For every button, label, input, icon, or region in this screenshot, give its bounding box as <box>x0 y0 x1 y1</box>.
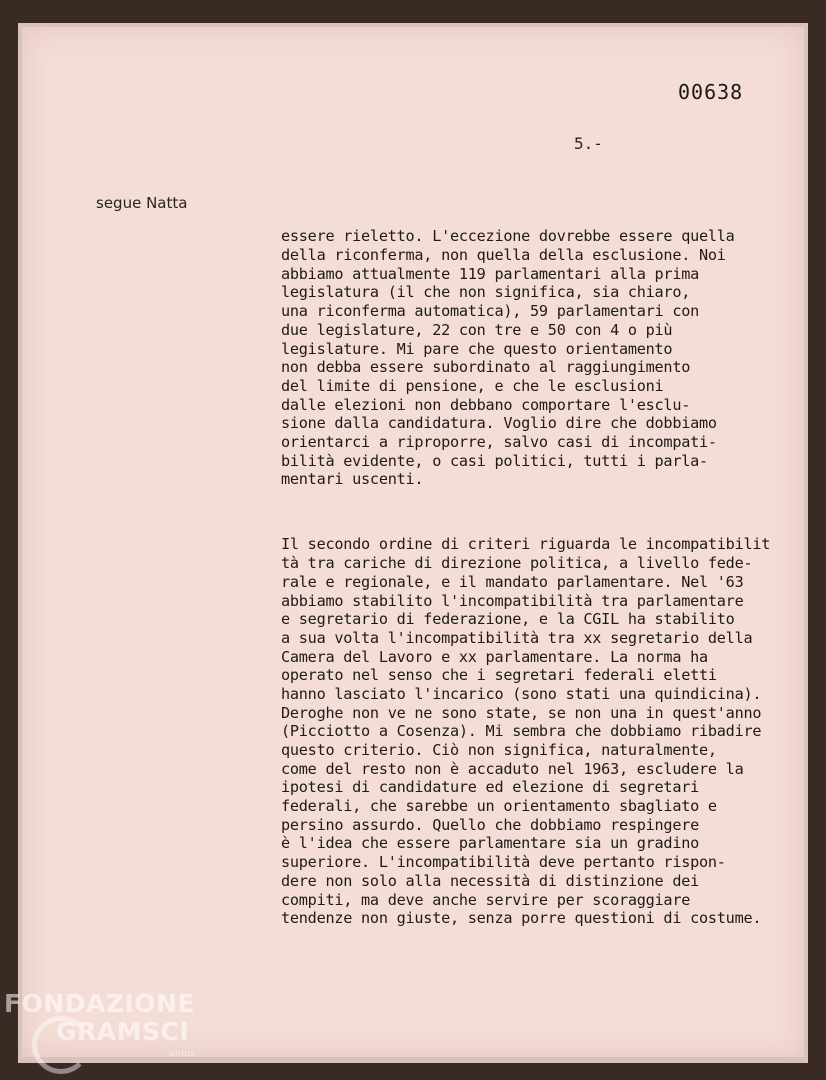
text-line: della riconferma, non quella della esclusione. Noi <box>281 246 726 265</box>
text-line: dalle elezioni non debbano comportare l'esclu- <box>281 395 691 414</box>
watermark-line2: GRAMSCI <box>56 1017 190 1046</box>
text-line: a sua volta l'incompatibilità tra xx segretario della <box>281 628 753 647</box>
text-line: (Picciotto a Cosenza). Mi sembra che dobbiamo ribadire <box>281 722 762 741</box>
text-line: due legislature, 22 con tre e 50 con 4 o più <box>281 320 673 339</box>
text-line: dere non solo alla necessità di distinzione dei <box>281 871 700 890</box>
text-line: Camera del Lavoro e xx parlamentare. La norma ha <box>281 647 708 666</box>
text-line: abbiamo attualmente 119 parlamentari alla prima <box>281 264 700 283</box>
text-line: tà tra cariche di direzione politica, a livello fede- <box>281 554 753 573</box>
text-line: sione dalla candidatura. Voglio dire che dobbiamo <box>281 414 717 433</box>
text-line: rale e regionale, e il mandato parlamentare. Nel '63 <box>281 572 744 591</box>
text-line: ipotesi di candidature ed elezione di segretari <box>281 778 700 797</box>
text-line: è l'idea che essere parlamentare sia un gradino <box>281 834 700 853</box>
text-line: del limite di pensione, e che le esclusioni <box>281 376 664 395</box>
text-line: Deroghe non ve ne sono state, se non una in quest'anno <box>281 703 762 722</box>
text-line: mentari uscenti. <box>281 470 424 489</box>
text-line: compiti, ma deve anche servire per scoraggiare <box>281 890 691 909</box>
text-line: federali, che sarebbe un orientamento sbagliato e <box>281 797 717 816</box>
text-line: tendenze non giuste, senza porre questioni di costume. <box>281 909 762 928</box>
text-line: legislatura (il che non significa, sia chiaro, <box>281 283 691 302</box>
text-line: come del resto non è accaduto nel 1963, escludere la <box>281 759 744 778</box>
speaker-label: segue Natta <box>96 194 188 212</box>
text-line: Il secondo ordine di criteri riguarda le incompatibilit <box>281 535 771 554</box>
page-number: 5.- <box>574 134 603 153</box>
text-line: orientarci a riproporre, salvo casi di incompati- <box>281 432 717 451</box>
text-line: hanno lasciato l'incarico (sono stati una quindicina). <box>281 684 762 703</box>
document-code: 00638 <box>678 80 744 104</box>
text-line: e segretario di federazione, e la CGIL ha stabilito <box>281 610 735 629</box>
text-line: bilità evidente, o casi politici, tutti i parla- <box>281 451 708 470</box>
paragraph-1 <box>281 227 821 489</box>
text-line: legislature. Mi pare che questo orientamento <box>281 339 673 358</box>
text-line: non debba essere subordinato al raggiungimento <box>281 358 691 377</box>
watermark <box>4 990 196 1068</box>
text-line: essere rieletto. L'eccezione dovrebbe essere quella <box>281 227 735 246</box>
text-line: operato nel senso che i segretari federali eletti <box>281 666 717 685</box>
text-line: persino assurdo. Quello che dobbiamo respingere <box>281 815 700 834</box>
text-line: una riconferma automatica), 59 parlamentari con <box>281 302 700 321</box>
watermark-line3: onlus <box>169 1049 196 1059</box>
document-body <box>281 190 821 947</box>
text-line: questo criterio. Ciò non significa, naturalmente, <box>281 741 717 759</box>
text-line: abbiamo stabilito l'incompatibilità tra parlamentare <box>281 591 744 610</box>
text-line: superiore. L'incompatibilità deve pertanto rispon- <box>281 853 726 872</box>
watermark-line1: FONDAZIONE <box>4 989 196 1018</box>
paragraph-2 <box>281 535 821 927</box>
